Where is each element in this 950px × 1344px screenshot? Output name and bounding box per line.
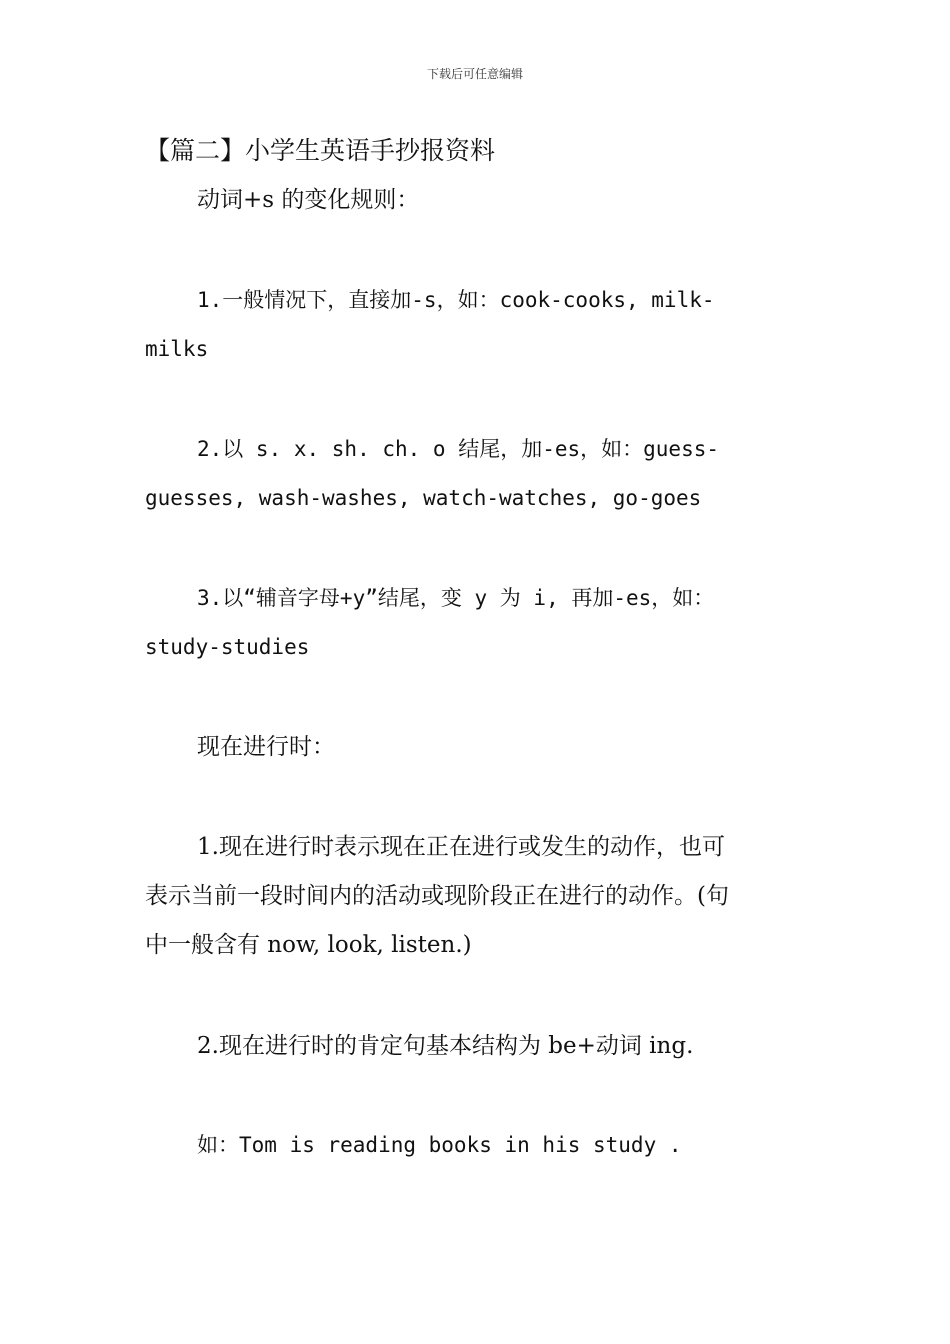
document-title: 【篇二】小学生英语手抄报资料 [145, 136, 496, 165]
example-sentence: 如：Tom is reading books in his study . [197, 1133, 682, 1157]
rule-2-line-2: guesses, wash-washes, watch-watches, go-goes [145, 486, 702, 510]
rule-1-line-2: milks [145, 337, 209, 361]
prog-1-line-2: 表示当前一段时间内的活动或现阶段正在进行的动作。(句 [145, 883, 729, 909]
progressive-2-paragraph: 2.现在进行时的肯定句基本结构为 be+动词 ing. [197, 1033, 694, 1059]
page-header: 下载后可任意编辑 [426, 67, 523, 81]
prog-1-line-1: 1.现在进行时表示现在正在进行或发生的动作，也可 [197, 834, 725, 860]
prog-1-line-3: 中一般含有 now, look, listen.) [145, 932, 472, 958]
rule-3-line-1: 3.以“辅音字母+y”结尾，变 y 为 i, 再加-es，如： [197, 586, 715, 610]
verb-s-heading: 动词+s 的变化规则： [197, 187, 420, 213]
rule-1-paragraph [145, 276, 810, 374]
rule-3-paragraph [145, 574, 810, 672]
rule-2-line-1: 2.以 s. x. sh. ch. o 结尾，加-es，如：guess- [197, 437, 720, 461]
rule-2-paragraph [145, 425, 810, 523]
progressive-heading: 现在进行时： [197, 734, 335, 760]
rule-3-line-2: study-studies [145, 635, 310, 659]
progressive-1-paragraph [145, 823, 810, 970]
rule-1-line-1: 1.一般情况下，直接加-s，如：cook-cooks, milk- [197, 288, 715, 312]
